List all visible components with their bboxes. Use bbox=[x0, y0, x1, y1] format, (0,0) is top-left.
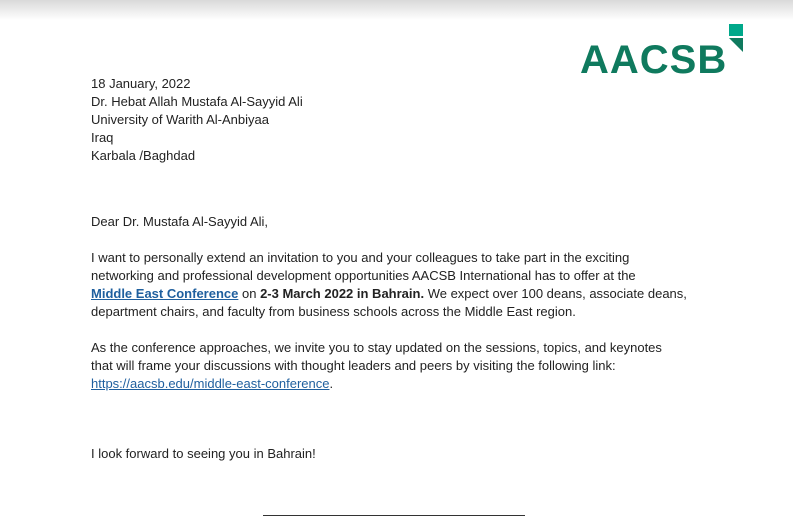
letter-body bbox=[91, 75, 731, 463]
paragraph-line: that will frame your discussions with thought leaders and peers by visiting the following link: bbox=[91, 358, 616, 373]
paragraph-line: As the conference approaches, we invite you to stay updated on the sessions, topics, and keynotes bbox=[91, 340, 662, 355]
recipient-institution: University of Warith Al-Anbiyaa bbox=[91, 112, 269, 127]
paragraph-text: We expect over 100 deans, associate deans, bbox=[424, 286, 687, 301]
page-top-shadow bbox=[0, 0, 793, 20]
paragraph-line: I want to personally extend an invitation to you and your colleagues to take part in the exciting bbox=[91, 250, 630, 265]
salutation: Dear Dr. Mustafa Al-Sayyid Ali, bbox=[91, 214, 269, 229]
logo-wordmark: AACSB bbox=[580, 38, 728, 82]
paragraph-line: department chairs, and faculty from business schools across the Middle East region. bbox=[91, 304, 576, 319]
updates-paragraph bbox=[91, 339, 731, 393]
invitation-paragraph bbox=[91, 249, 731, 321]
logo-mark-icon bbox=[729, 24, 743, 58]
aacsb-logo bbox=[580, 24, 750, 80]
recipient-city: Karbala /Baghdad bbox=[91, 148, 196, 163]
signature-line bbox=[263, 515, 525, 516]
recipient-name: Dr. Hebat Allah Mustafa Al-Sayyid Ali bbox=[91, 94, 303, 109]
recipient-country: Iraq bbox=[91, 130, 114, 145]
paragraph-line bbox=[91, 375, 731, 393]
letter-date: 18 January, 2022 bbox=[91, 76, 191, 91]
paragraph-line bbox=[91, 285, 731, 303]
conference-link[interactable]: Middle East Conference bbox=[91, 286, 239, 301]
paragraph-text: on bbox=[238, 286, 261, 301]
conference-url-link[interactable]: https://aacsb.edu/middle-east-conference bbox=[91, 376, 330, 391]
closing-line: I look forward to seeing you in Bahrain! bbox=[91, 446, 316, 461]
conference-date-location: 2-3 March 2022 in Bahrain. bbox=[260, 286, 425, 301]
paragraph-line: networking and professional development opportunities AACSB International has to offer at the bbox=[91, 268, 636, 283]
paragraph-text: . bbox=[329, 376, 334, 391]
